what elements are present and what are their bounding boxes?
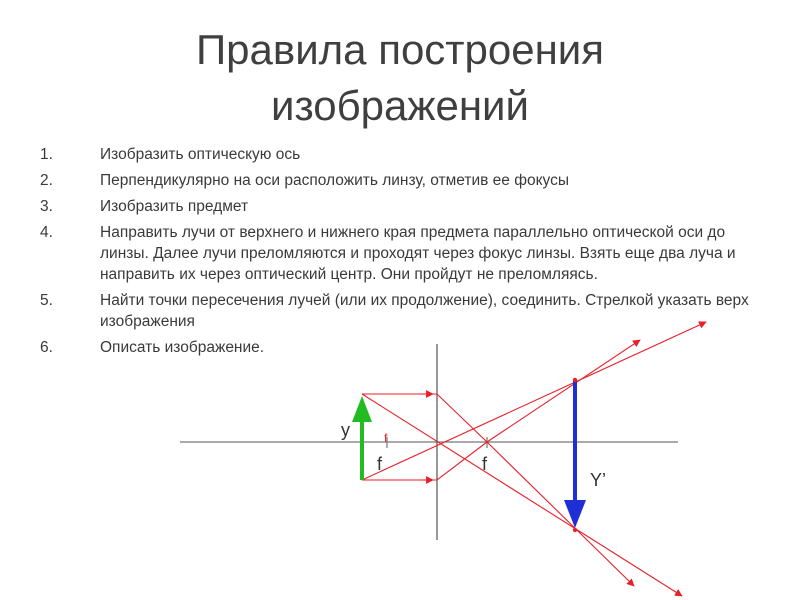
focus-label-right: f <box>482 454 488 474</box>
step-text: Найти точки пересечения лучей (или их продолжение), соединить. Стрелкой указать верх изображения <box>100 292 749 330</box>
step-number: 1. <box>40 146 53 163</box>
ray-top-through-center <box>362 394 682 596</box>
step-number: 2. <box>40 172 53 189</box>
image-label: Y’ <box>590 470 607 490</box>
step-number: 4. <box>40 224 53 241</box>
step-text: Перпендикулярно на оси расположить линзу, отметив ее фокусы <box>100 172 570 189</box>
object-label: y <box>341 420 350 440</box>
step-text: Описать изображение. <box>100 339 265 356</box>
intersection-bottom <box>573 528 577 532</box>
step-number: 3. <box>40 198 53 215</box>
title-line-1: Правила построения <box>195 26 605 73</box>
ray-top-parallel <box>362 394 634 586</box>
focus-label-left: f <box>377 454 383 474</box>
title-line-2: изображений <box>271 82 529 129</box>
step-text: Изобразить предмет <box>100 198 249 215</box>
ray-bottom-through-center <box>362 322 706 480</box>
ray-bottom-parallel <box>362 340 640 480</box>
intersection-top <box>573 378 577 382</box>
step-number: 5. <box>40 292 53 309</box>
image-arrow <box>564 380 586 528</box>
object-arrow <box>352 396 372 480</box>
step-text: Изобразить оптическую ось <box>100 146 301 163</box>
focus-marker-left-small: f <box>384 431 388 445</box>
step-number: 6. <box>40 339 53 356</box>
step-text: Направить лучи от верхнего и нижнего края предмета параллельно оптической оси до линзы. Далее лучи преломляются и проходят через фокус линзы. Взять еще два луча и направить их через оптический центр. Они пройдут не преломляясь. <box>100 224 736 283</box>
